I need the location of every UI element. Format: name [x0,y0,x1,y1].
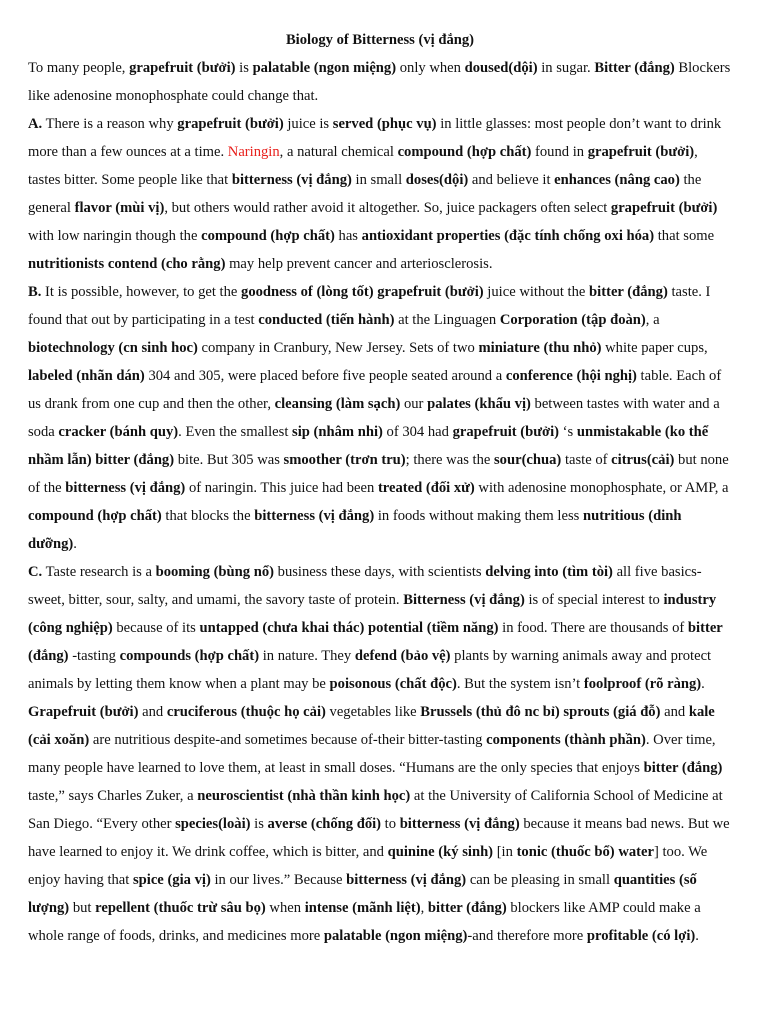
text-run: . Even the smallest [178,424,293,440]
text-run: plants by warning animals away and protect animals by letting them know when a plant may be [28,648,712,692]
text-run: , tastes bitter. Some people like that [28,144,698,188]
vocab-term: compound (hợp chất) [28,508,162,524]
vocab-term: bitterness (vị đắng) [254,508,375,524]
vocab-term: repellent (thuốc trừ sâu bọ) [95,900,266,916]
vocab-term: Brussels (thủ đô nc bỉ) sprouts (giá đỗ) [420,704,661,720]
vocab-term: miniature (thu nhỏ) [478,340,602,356]
text-run: juice is [283,116,333,132]
vocab-term: bitterness (vị đắng) [346,872,467,888]
vocab-term: bitterness (vị đắng) [231,172,352,188]
text-run: taste. I found that out by participating in a test [28,284,711,328]
vocab-term: palates (khẩu vị) [427,396,531,412]
page-title: Biology of Bitterness (vị đắng) [285,32,475,48]
vocab-term: Bitter (đắng) [594,60,675,76]
text-run: that some [654,228,715,244]
text-run: found in [531,144,588,160]
vocab-term: palatable (ngon miệng) [323,928,468,944]
highlighted-term: Naringin [227,144,280,160]
vocab-term: bitter (đắng) [28,620,723,664]
vocab-term: served (phục vụ) [332,116,437,132]
vocab-term: compound (hợp chất) [397,144,532,160]
text-run: is [235,60,253,76]
vocab-term: poisonous (chất độc) [329,676,457,692]
vocab-term: goodness of (lòng tốt) grapefruit (bưởi) [241,284,484,300]
vocab-term: delving into (tìm tòi) [485,564,613,580]
section-c-paragraph [28,558,732,950]
text-run: in nature. They [259,648,355,664]
text-run: all five basics-sweet, bitter, sour, salty, and umami, the savory taste of protein. [28,564,702,608]
text-run: because of its [112,620,200,636]
vocab-term: booming (bùng nổ) [155,564,275,580]
text-run: ‘s [559,424,577,440]
text-run: in little glasses: most people don’t want to drink more than a few ounces at a time. [28,116,722,160]
vocab-term: C. [28,564,43,580]
vocab-term: nutritionists contend (cho rằng) [28,256,226,272]
text-run: juice without the [483,284,590,300]
vocab-term: foolproof (rõ ràng) [583,676,702,692]
text-run: Blockers like adenosine monophosphate could change that. [28,60,731,104]
vocab-term: bitterness (vị đắng) [65,480,186,496]
vocab-term: averse (chống đối) [267,816,382,832]
vocab-term: sip (nhâm nhi) [292,424,383,440]
vocab-term: A. [28,116,43,132]
text-run: , a natural chemical [279,144,398,160]
text-run: -and therefore more [467,928,587,944]
vocab-term: kale (cải xoăn) [28,704,715,748]
text-run: bite. But 305 was [174,452,284,468]
text-run: that blocks the [161,508,255,524]
vocab-term: cruciferous (thuộc họ cải) [166,704,326,720]
vocab-term: species(loài) [175,816,251,832]
text-run: has [334,228,362,244]
vocab-term: smoother (trơn tru) [283,452,406,468]
text-run: at the Linguagen [394,312,500,328]
text-run: but [69,900,96,916]
text-run: to [381,816,400,832]
vocab-term: biotechnology (cn sinh hoc) [28,340,198,356]
text-run: and believe it [468,172,555,188]
text-run: may help prevent cancer and arteriosclerosis. [225,256,493,272]
text-run: . But the system isn’t [456,676,584,692]
text-run: business these days, with scientists [274,564,486,580]
text-run: table. Each of us drank from one cup and then the other, [28,368,722,412]
text-run: at the University of California School of Medicine at San Diego. “Every other [28,788,723,832]
vocab-term: spice (gia vị) [132,872,211,888]
text-run: , [420,900,428,916]
text-run: between tastes with water and a soda [28,396,720,440]
text-run: because it means bad news. But we have learned to enjoy it. We drink coffee, which is bitter, and [28,816,730,860]
vocab-term: quinine (ký sinh) [387,844,494,860]
section-b-paragraph [28,278,732,558]
vocab-term: flavor (mùi vị) [74,200,165,216]
text-run: It is possible, however, to get the [41,284,242,300]
text-run: white paper cups, [601,340,708,356]
vocab-term: compounds (hợp chất) [119,648,260,664]
text-run: with adenosine monophosphate, or AMP, a [474,480,729,496]
vocab-term: conference (hội nghị) [505,368,637,384]
text-run: ] too. We enjoy having that [28,844,708,888]
vocab-term: nutritious (dinh dưỡng) [28,508,682,552]
text-run: To many people, [28,60,130,76]
text-run: taste,” says Charles Zuker, a [28,788,198,804]
text-run: , but others would rather avoid it altogether. So, juice packagers often select [164,200,611,216]
text-run: -tasting [68,648,120,664]
text-run: in our lives.” Because [210,872,347,888]
text-run: in foods without making them less [374,508,583,524]
text-run: in sugar. [537,60,595,76]
text-run: are nutritious despite-and sometimes because of-their bitter-tasting [89,732,487,748]
text-run: can be pleasing in small [466,872,614,888]
vocab-term: cleansing (làm sạch) [274,396,401,412]
vocab-term: grapefruit (bưởi) [129,60,236,76]
vocab-term: tonic (thuốc bổ) water [516,844,654,860]
text-run: is [250,816,268,832]
vocab-term: intense (mãnh liệt) [304,900,421,916]
vocab-term: palatable (ngon miệng) [252,60,397,76]
text-run: , a [645,312,660,328]
text-run: and [138,704,167,720]
vocab-term: compound (hợp chất) [201,228,335,244]
text-run: . Over time, many people have learned to love them, at least in small doses. “Humans are the only species that enjoys [28,732,716,776]
text-run: There is a reason why [42,116,178,132]
text-run: vegetables like [325,704,421,720]
intro-paragraph [28,54,732,110]
text-run: is of special interest to [524,592,664,608]
vocab-term: components (thành phần) [486,732,646,748]
vocab-term: quantities (số lượng) [28,872,697,916]
vocab-term: sour(chua) [494,452,562,468]
vocab-term: labeled (nhãn dán) [28,368,145,384]
vocab-term: grapefruit (bưởi) [452,424,560,440]
vocab-term: bitterness (vị đắng) [399,816,520,832]
text-run: 304 and 305, were placed before five people seated around a [144,368,506,384]
vocab-term: enhances (nâng cao) [554,172,680,188]
text-run: and [660,704,689,720]
vocab-term: cracker (bánh quy) [58,424,179,440]
vocab-term: profitable (có lợi) [586,928,696,944]
vocab-term: B. [28,284,42,300]
vocab-term: bitter (đắng) [643,760,723,776]
text-run: . [73,536,77,552]
text-run: . [701,676,705,692]
text-run: when [265,900,305,916]
vocab-term: Corporation (tập đoàn) [499,312,646,328]
text-run: [in [493,844,517,860]
vocab-term: citrus(cải) [611,452,675,468]
vocab-term: antioxidant properties (đặc tính chống oxi hóa) [361,228,655,244]
vocab-term: grapefruit (bưởi) [177,116,284,132]
text-run: of 304 had [382,424,453,440]
vocab-term: doused(dội) [464,60,538,76]
text-run: in small [351,172,406,188]
vocab-term: grapefruit (bưởi) [610,200,718,216]
vocab-term: Grapefruit (bưởi) [28,704,139,720]
text-run: ; there was the [405,452,494,468]
text-run: taste of [561,452,612,468]
vocab-term: bitter (đắng) [427,900,507,916]
text-run: only when [396,60,465,76]
vocab-term: doses(dội) [405,172,469,188]
vocab-term: untapped (chưa khai thác) potential (tiềm năng) [199,620,499,636]
text-run: Taste research is a [42,564,156,580]
text-run: company in Cranbury, New Jersey. Sets of two [197,340,479,356]
text-run: our [400,396,428,412]
vocab-term: treated (đối xử) [377,480,475,496]
vocab-term: defend (bảo vệ) [354,648,451,664]
text-run: but none of the [28,452,729,496]
text-run: in food. There are thousands of [498,620,688,636]
vocab-term: conducted (tiến hành) [258,312,395,328]
vocab-term: Bitterness (vị đắng) [403,592,525,608]
text-run: blockers like AMP could make a whole range of foods, drinks, and medicines more [28,900,701,944]
vocab-term: grapefruit (bưởi) [587,144,695,160]
text-run: with low naringin though the [28,228,202,244]
text-run: the general [28,172,702,216]
vocab-term: neuroscientist (nhà thần kinh học) [197,788,411,804]
section-a-paragraph [28,110,732,278]
text-run: of naringin. This juice had been [185,480,378,496]
text-run: . [695,928,699,944]
vocab-term: industry (công nghiệp) [28,592,717,636]
vocab-term: bitter (đắng) [589,284,668,300]
vocab-term: unmistakable (ko thể nhầm lẫn) bitter (đắng) [28,424,709,468]
